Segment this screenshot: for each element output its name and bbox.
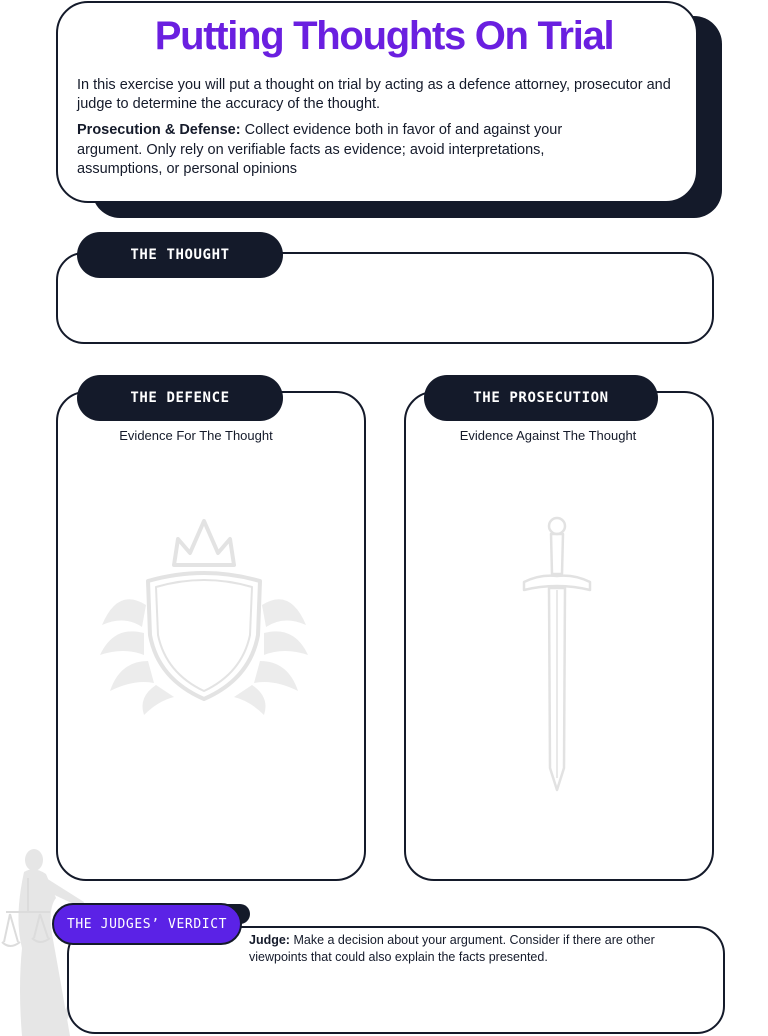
prosecution-subtitle: Evidence Against The Thought: [459, 428, 637, 443]
prosecution-defense-body: Collect evidence both in favor of and against your argument. Only rely on verifiable facts as evidence; avoid interpretations, assumptions, or personal opinions: [77, 122, 563, 177]
prosecution-defense-text: [77, 121, 617, 180]
defence-subtitle: Evidence For The Thought: [119, 428, 273, 443]
sword-icon: [520, 516, 594, 796]
page-title: Putting Thoughts On Trial: [154, 14, 614, 58]
tab-judges-verdict: THE JUDGES’ VERDICT: [52, 903, 242, 945]
prosecution-defense-label: Prosecution & Defense:: [77, 122, 241, 138]
judge-instructions: [249, 932, 699, 966]
judge-label: Judge:: [249, 933, 290, 947]
tab-the-defence: THE DEFENCE: [77, 375, 283, 421]
tab-the-prosecution: THE PROSECUTION: [424, 375, 658, 421]
judge-body: Make a decision about your argument. Consider if there are other viewpoints that could also explain the facts presented.: [249, 933, 655, 964]
tab-the-thought: THE THOUGHT: [77, 232, 283, 278]
crowned-shield-icon: [98, 515, 310, 720]
intro-text: In this exercise you will put a thought on trial by acting as a defence attorney, prosecutor and judge to determine the accuracy of the thought.: [77, 77, 671, 112]
